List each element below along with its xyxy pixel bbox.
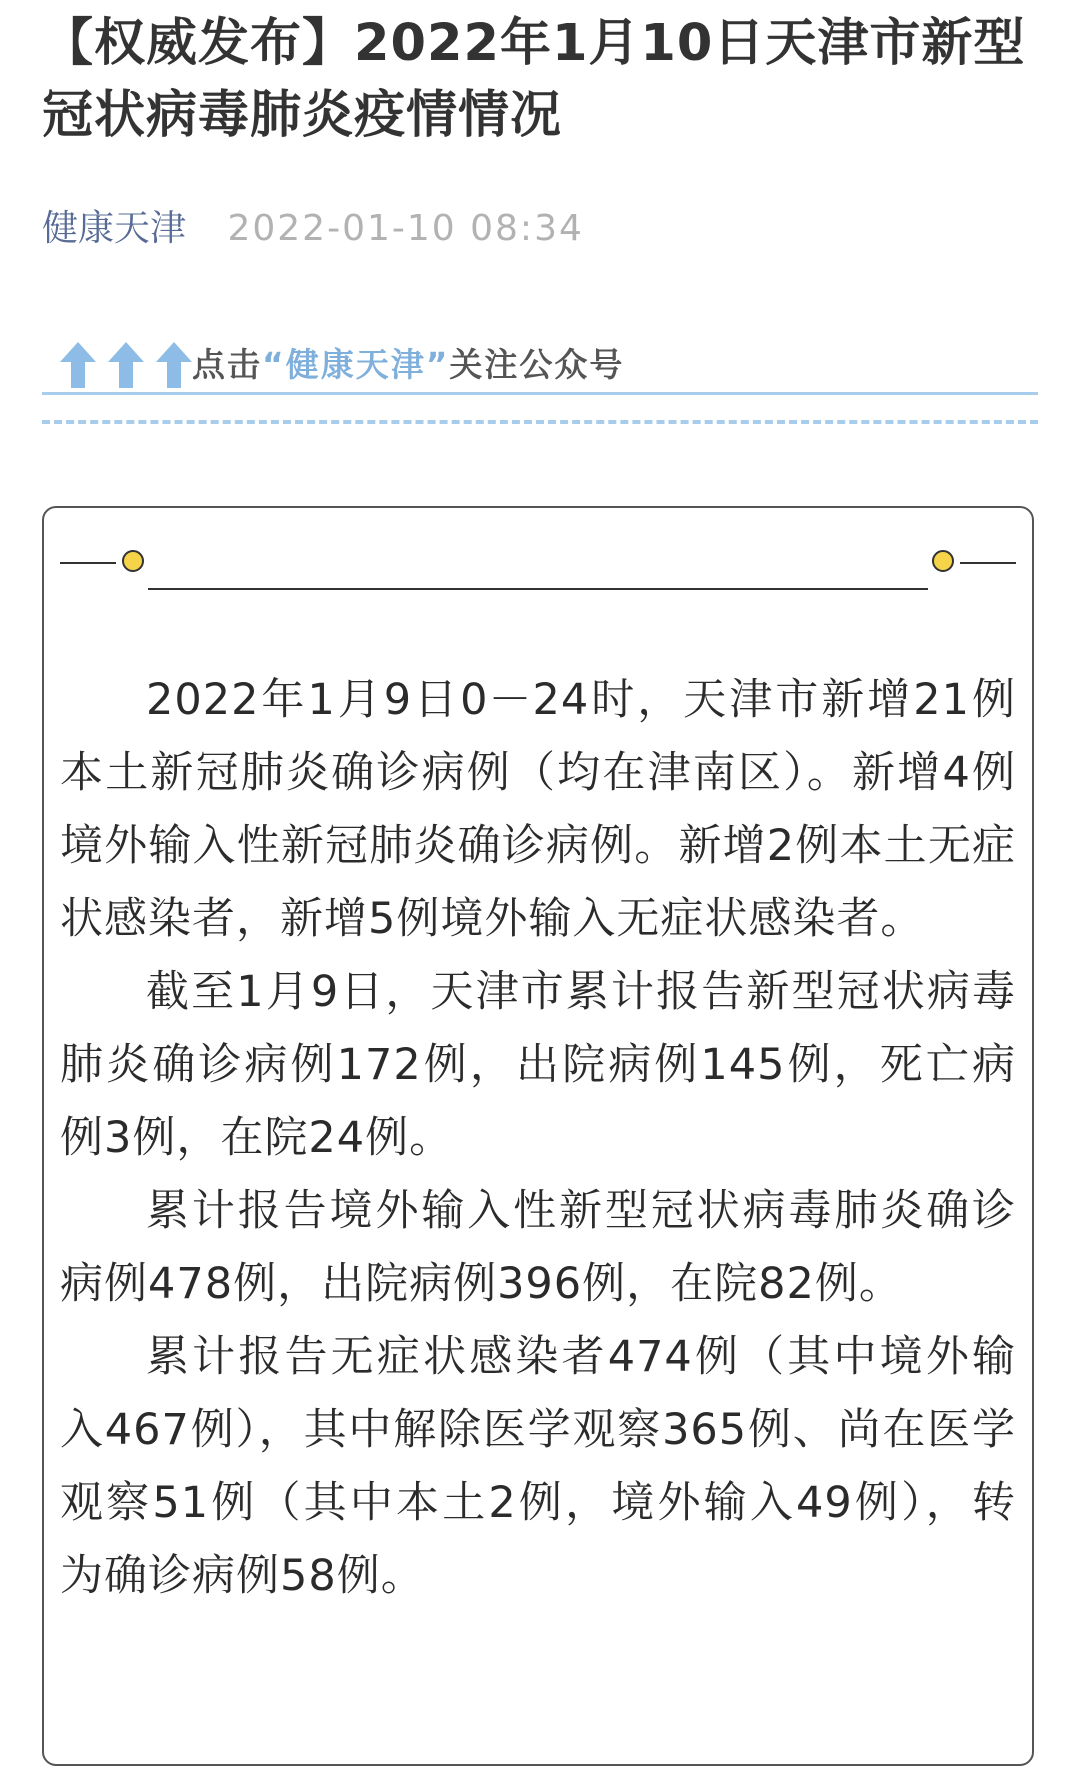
follow-suffix: 关注公众号 bbox=[449, 345, 625, 384]
card-header-decoration bbox=[44, 508, 1032, 598]
up-arrow-icon bbox=[58, 340, 98, 390]
deco-dot bbox=[122, 550, 144, 572]
paragraph: 截至1月9日，天津市累计报告新型冠状病毒肺炎确诊病例172例，出院病例145例，死亡病例3例，在院24例。 bbox=[60, 967, 1016, 1163]
publish-time: 2022-01-10 08:34 bbox=[227, 208, 584, 249]
up-arrow-icon bbox=[106, 340, 146, 390]
follow-prompt[interactable] bbox=[192, 344, 624, 386]
deco-dot bbox=[932, 550, 954, 572]
account-name-link[interactable]: 健康天津 bbox=[42, 208, 187, 249]
follow-banner[interactable] bbox=[42, 334, 1038, 395]
paragraph: 累计报告无症状感染者474例（其中境外输入467例），其中解除医学观察365例、尚在医学观察51例（其中本土2例，境外输入49例），转为确诊病例58例。 bbox=[60, 1332, 1016, 1601]
dashed-divider bbox=[42, 420, 1038, 424]
deco-line bbox=[960, 562, 1016, 564]
article-meta bbox=[42, 204, 584, 254]
deco-line bbox=[60, 562, 116, 564]
paragraph: 累计报告境外输入性新型冠状病毒肺炎确诊病例478例，出院病例396例，在院82例。 bbox=[60, 1186, 1016, 1309]
article-body bbox=[60, 664, 1016, 1613]
content-card bbox=[42, 506, 1034, 1766]
article-title: 【权威发布】2022年1月10日天津市新型冠状病毒肺炎疫情情况 bbox=[42, 14, 1026, 145]
follow-prefix: 点击 bbox=[192, 345, 262, 384]
paragraph: 2022年1月9日0－24时，天津市新增21例本土新冠肺炎确诊病例（均在津南区）。新增4例境外输入性新冠肺炎确诊病例。新增2例本土无症状感染者，新增5例境外输入无症状感染者。 bbox=[60, 675, 1016, 944]
arrow-group bbox=[58, 340, 194, 390]
follow-account-name: “健康天津” bbox=[262, 345, 450, 384]
deco-line bbox=[148, 588, 928, 590]
up-arrow-icon bbox=[154, 340, 194, 390]
